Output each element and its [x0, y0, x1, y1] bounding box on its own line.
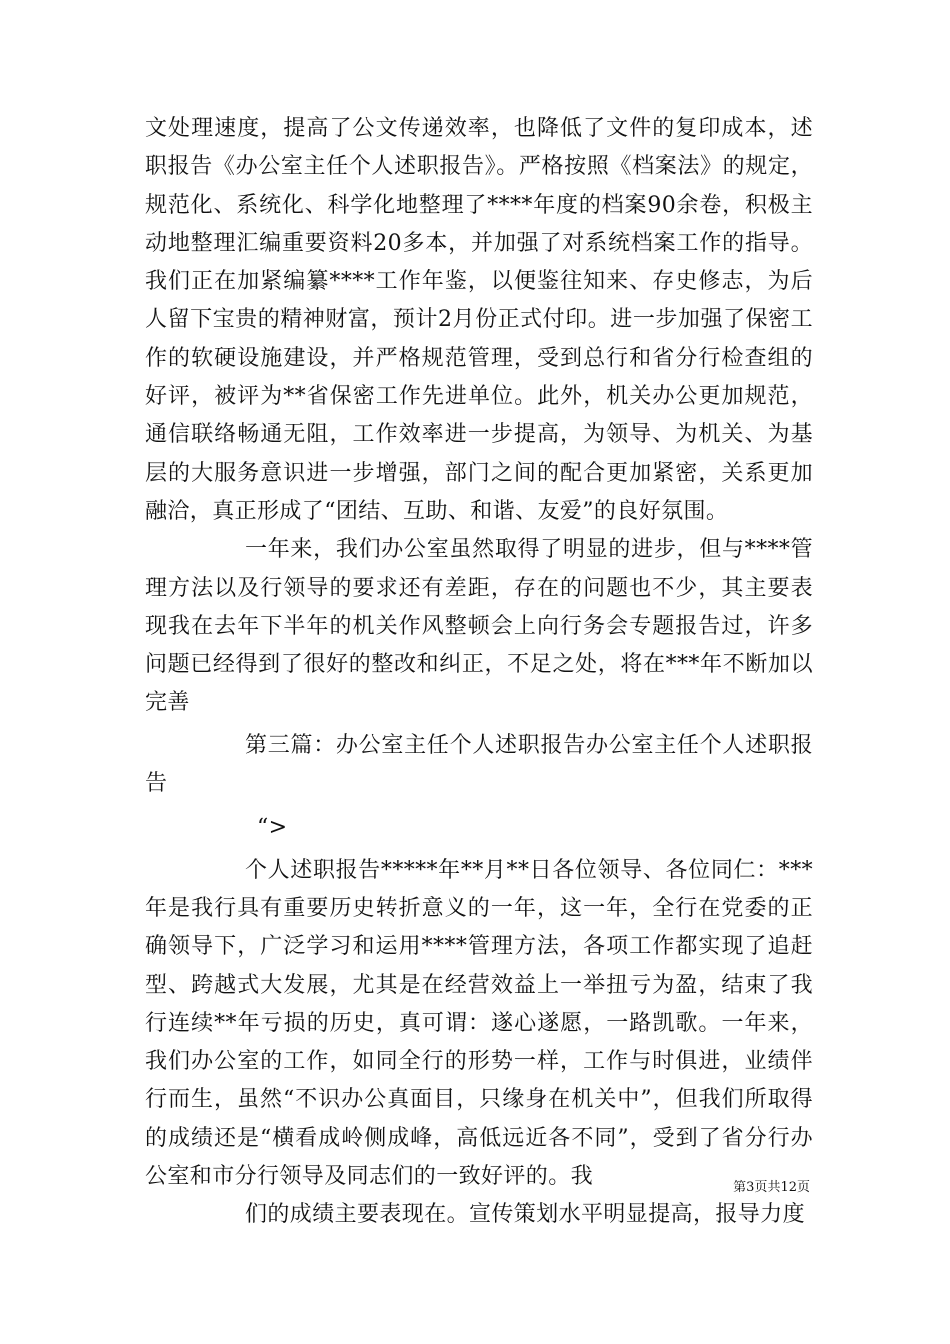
paragraph-4: “>: [257, 815, 288, 841]
paragraph-5: 个人述职报告*****年**月**日各位领导、各位同仁：***年是我行具有重要历史转折意义的一年，这一年，全行在党委的正确领导下，广泛学习和运用****管理方法，各项工作都实现了追赶型、跨越式大发展，尤其是在经营效益上一举扭亏为盈，结束了我行连续**年亏损的历史，真可谓：遂心遂愿，一路凯歌。一年来，我们办公室的工作，如同全行的形势一样，工作与时俱进，业绩伴行而生，虽然“不识办公真面目，只缘身在机关中”，但我们所取得的成绩还是“横看成岭侧成峰，高低远近各不同”，受到了省分行办公室和市分行领导及同志们的一致好评的。我: [145, 857, 813, 1190]
document-body: [145, 110, 813, 1235]
paragraph-1: 文处理速度，提高了公文传递效率，也降低了文件的复印成本，述职报告《办公室主任个人述职报告》。严格按照《档案法》的规定，规范化、系统化、科学化地整理了****年度的档案90余卷，积极主动地整理汇编重要资料20多本，并加强了对系统档案工作的指导。我们正在加紧编纂****工作年鉴，以便鉴往知来、存史修志，为后人留下宝贵的精神财富，预计2月份正式付印。进一步加强了保密工作的软硬设施建设，并严格规范管理，受到总行和省分行检查组的好评，被评为**省保密工作先进单位。此外，机关办公更加规范，通信联络畅通无阻，工作效率进一步提高，为领导、为机关、为基层的大服务意识进一步增强，部门之间的配合更加紧密，关系更加融洽，真正形成了“团结、互助、和谐、友爱”的良好氛围。: [145, 116, 813, 524]
paragraph-2: 一年来，我们办公室虽然取得了明显的进步，但与****管理方法以及行领导的要求还有差距，存在的问题也不少，其主要表现我在去年下半年的机关作风整顿会上向行务会专题报告过，许多问题已经得到了很好的整改和纠正，不足之处，将在***年不断加以完善: [145, 537, 813, 716]
paragraph-6: 们的成绩主要表现在。宣传策划水平明显提高，报导力度: [245, 1202, 806, 1228]
page-number-footer: 第3页共12页: [733, 1180, 810, 1195]
paragraph-3-heading: 第三篇：办公室主任个人述职报告办公室主任个人述职报告: [145, 732, 813, 797]
